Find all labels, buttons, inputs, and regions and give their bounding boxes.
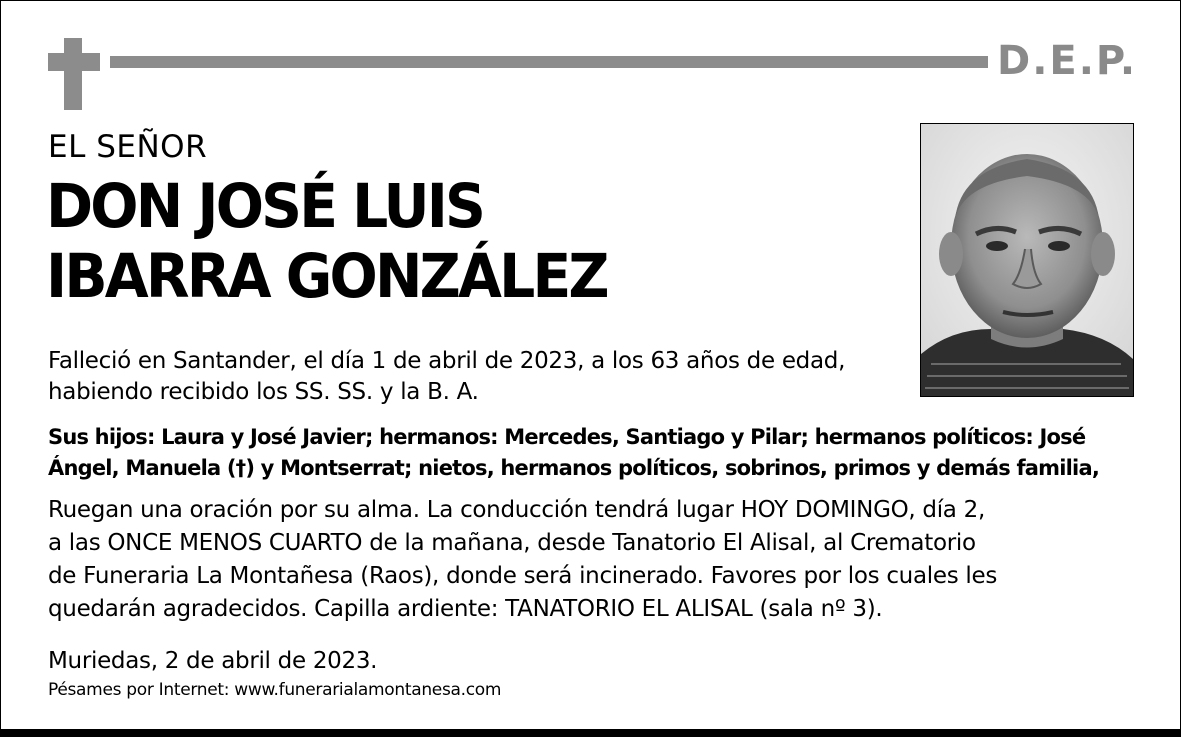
funeral-details <box>48 494 1148 626</box>
deceased-name <box>46 172 607 312</box>
funeral-line: quedarán agradecidos. Capilla ardiente: TANATORIO EL ALISAL (sala nº 3). <box>48 596 883 622</box>
dep-label: D.E.P. <box>997 38 1138 84</box>
family-line: Ángel, Manuela (†) y Montserrat; nietos, hermanos políticos, sobrinos, primos y demás familia, <box>48 456 1099 480</box>
funeral-line: Ruegan una oración por su alma. La conducción tendrá lugar HOY DOMINGO, día 2, <box>48 497 985 523</box>
death-notice-line: habiendo recibido los SS. SS. y la B. A. <box>48 379 479 405</box>
place-date: Muriedas, 2 de abril de 2023. <box>48 648 378 674</box>
name-line-1: DON JOSÉ LUIS <box>46 171 484 242</box>
funeral-line: a las ONCE MENOS CUARTO de la mañana, desde Tanatorio El Alisal, al Crematorio <box>48 530 976 556</box>
condolences-link[interactable]: Pésames por Internet: www.funerarialamontanesa.com <box>48 680 502 700</box>
funeral-line: de Funeraria La Montañesa (Raos), donde será incinerado. Favores por los cuales les <box>48 563 998 589</box>
death-notice <box>48 346 918 408</box>
family-line: Sus hijos: Laura y José Javier; hermanos: Mercedes, Santiago y Pilar; hermanos políticos: José <box>48 425 1086 449</box>
header-rule <box>110 56 988 68</box>
name-line-2: IBARRA GONZÁLEZ <box>46 241 607 312</box>
portrait-photo <box>920 123 1134 397</box>
family-list <box>48 422 1158 484</box>
cross-icon <box>48 38 100 110</box>
bottom-rule <box>0 729 1181 737</box>
honorific-title: EL SEÑOR <box>48 129 208 165</box>
death-notice-line: Falleció en Santander, el día 1 de abril de 2023, a los 63 años de edad, <box>48 348 846 374</box>
